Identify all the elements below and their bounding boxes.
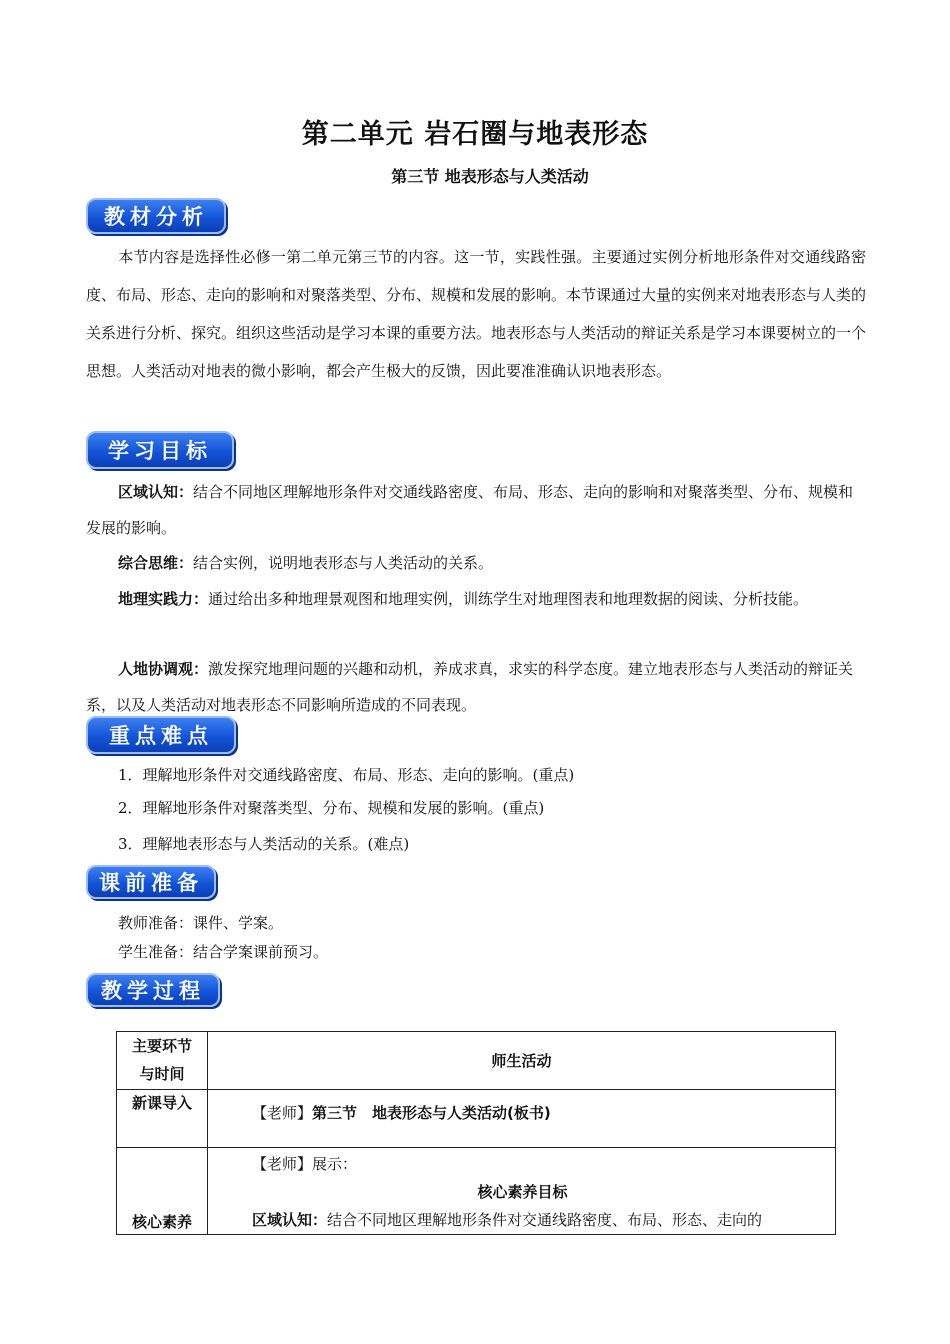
objective-term: 人地协调观： [118,660,209,678]
table-header-stage [117,1032,208,1090]
prep-item: 教师准备：课件、学案。 [118,914,284,932]
keypoint-item: 2．理解地形条件对聚落类型、分布、规模和发展的影响。(重点) [118,799,545,817]
keypoint-item: 1．理解地形条件对交通线路密度、布局、形态、走向的影响。(重点) [118,766,575,784]
objective-term: 地理实践力： [118,590,209,608]
process-table [116,1031,836,1235]
objective-item [86,545,866,581]
header-stage-line1: 主要环节 [131,1037,192,1055]
objective-item [86,651,866,723]
objective-item [86,474,866,546]
teacher-action [252,1150,823,1178]
objective-text: 通过给出多种地理景观图和地理实例，训练学生对地理图表和地理数据的阅读、分析技能。 [208,590,809,608]
objective-text: 激发探究地理问题的兴趣和动机，养成求真，求实的科学态度。建立地表形态与人类活动的辩证关系，以及人类活动对地表形态不同影响所造成的不同表现。 [86,660,854,714]
objective-term: 综合思维： [118,554,194,572]
activity-cell [208,1148,836,1235]
header-stage-line2: 与时间 [139,1065,185,1083]
stage-cell: 新课导入 [117,1090,208,1148]
action-text: 展示： [312,1155,358,1173]
section-badge-analysis: 教材分析 [86,198,226,234]
core-text: 结合不同地区理解地形条件对交通线路密度、布局、形态、走向的 [327,1211,763,1229]
core-item [252,1206,823,1234]
objective-term: 区域认知： [118,483,194,501]
analysis-text: 本节内容是选择性必修一第二单元第三节的内容。这一节，实践性强。主要通过实例分析地形条件对交通线路密度、布局、形态、走向的影响和对聚落类型、分布、规模和发展的影响。本节课通过大量的实例来对地表形态与人类的关系进行分析、探究。组织这些活动是学习本课的重要方法。地表形态与人类活动的辩证关系是学习本课要树立的一个思想。人类活动对地表的微小影响，都会产生极大的反馈，因此要准准确认识地表形态。 [86,248,867,380]
section-badge-prep: 课前准备 [86,865,216,899]
objective-text: 结合不同地区理解地形条件对交通线路密度、布局、形态、走向的影响和对聚落类型、分布、规模和发展的影响。 [86,483,854,537]
section-badge-keypoints: 重点难点 [86,716,236,754]
table-header-activity: 师生活动 [208,1032,836,1090]
activity-cell [208,1090,836,1148]
analysis-paragraph [86,238,866,390]
table-row [117,1148,836,1235]
objective-item [86,581,866,617]
keypoint-item: 3．理解地表形态与人类活动的关系。(难点) [118,835,410,853]
lesson-title: 第三节 地表形态与人类活动 [312,1104,508,1122]
board-note: (板书) [507,1104,551,1122]
table-row [117,1090,836,1148]
prep-item: 学生准备：结合学案课前预习。 [118,943,329,961]
teacher-tag: 【老师】 [252,1155,313,1173]
table-row [117,1032,836,1090]
objective-text: 结合实例，说明地表形态与人类活动的关系。 [193,554,494,572]
page-title: 第二单元 岩石圈与地表形态 [301,119,649,150]
section-badge-objectives: 学习目标 [86,431,234,469]
teacher-tag: 【老师】 [252,1104,313,1122]
section-badge-process: 教学过程 [86,973,220,1007]
core-term: 区域认知： [252,1211,328,1229]
stage-cell: 核心素养 [117,1148,208,1235]
core-heading: 核心素养目标 [477,1183,568,1201]
page-subtitle: 第三节 地表形态与人类活动 [391,167,589,186]
